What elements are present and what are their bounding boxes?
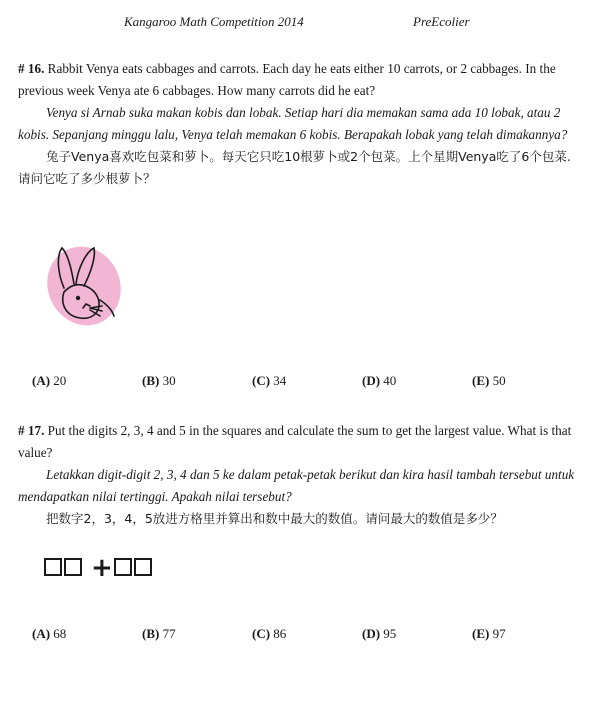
question-17-en-text: Put the digits 2, 3, 4 and 5 in the squares and calculate the sum to get the largest value. What is that value? [18,423,572,460]
question-17-malay: Letakkan digit-digit 2, 3, 4 dan 5 ke dalam petak-petak berikut dan kira hasil tambah tersebut untuk mendapatkan nilai tertinggi. Apakah nilai tersebut? [18,467,575,504]
digit-square[interactable] [134,558,152,576]
question-17 [18,420,580,530]
digit-square[interactable] [114,558,132,576]
answer-option[interactable]: (C) 34 [252,373,287,388]
question-16-number: # 16. [18,61,45,76]
answer-option[interactable]: (A) 68 [32,626,67,641]
answer-option[interactable]: (A) 20 [32,373,67,388]
answer-option[interactable]: (E) 50 [472,373,506,388]
question-16-english [18,58,580,102]
competition-title: Kangaroo Math Competition 2014 [124,14,304,29]
level-label: PreEcolier [413,14,470,29]
rabbit-illustration-icon [42,242,126,326]
answer-option[interactable]: (C) 86 [252,626,287,641]
question-16-malay: Venya si Arnab suka makan kobis dan lobak. Setiap hari dia memakan sama ada 10 lobak, atau 2 kobis. Sepanjang minggu lalu, Venya telah memakan 6 kobis. Berapakah lobak yang telah dimakannya? [18,105,568,142]
answer-option[interactable]: (D) 95 [362,626,397,641]
answer-option[interactable]: (E) 97 [472,626,506,641]
plus-sign: + [91,553,113,583]
question-16-answers [32,373,592,393]
page-header [0,14,598,34]
question-17-number: # 17. [18,423,45,438]
answer-option[interactable]: (D) 40 [362,373,397,388]
digit-square[interactable] [44,558,62,576]
question-17-english [18,420,580,464]
question-17-answers [32,626,592,646]
answer-option[interactable]: (B) 77 [142,626,176,641]
question-16-chinese: 兔子Venya喜欢吃包菜和萝卜。每天它只吃10根萝卜或2个包菜。上个星期Venya吃了6个包菜.请问它吃了多少根萝卜？ [18,149,571,186]
digit-square[interactable] [64,558,82,576]
question-16 [18,58,580,190]
question-17-chinese: 把数字2，3，4，5放进方格里并算出和数中最大的数值。请问最大的数值是多少？ [46,511,503,526]
question-16-en-text: Rabbit Venya eats cabbages and carrots. Each day he eats either 10 carrots, or 2 cabbages. In the previous week Venya ate 6 cabbages. How many carrots did he eat? [18,61,556,98]
answer-option[interactable]: (B) 30 [142,373,176,388]
